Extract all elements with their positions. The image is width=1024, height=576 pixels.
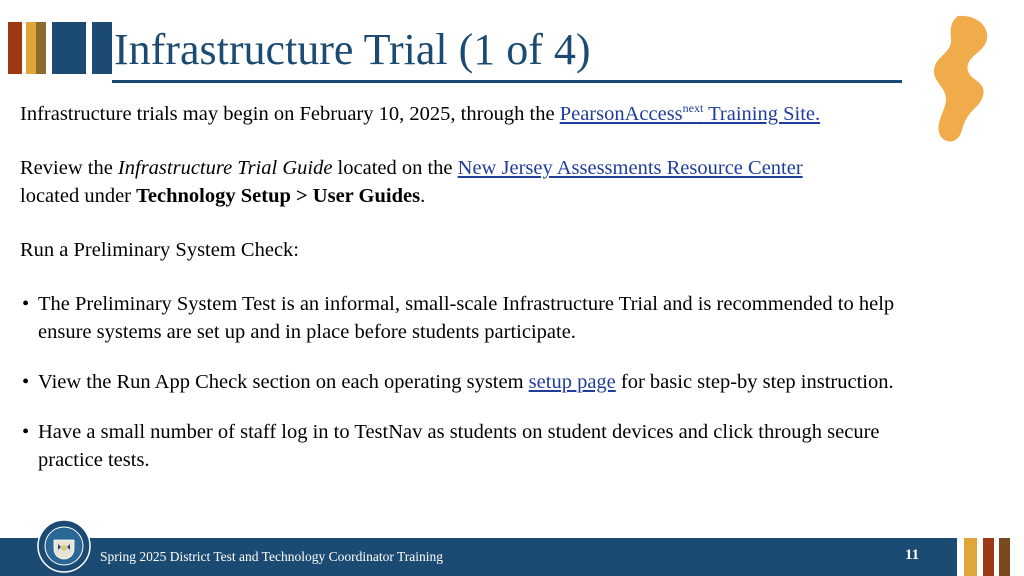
bullet-marker-icon: • (22, 293, 30, 315)
accent-bar-brown (36, 22, 46, 74)
header-accent-bars (8, 22, 112, 74)
para1-text-before: Infrastructure trials may begin on February 10, 2025, through the (20, 103, 560, 125)
spacer-3 (20, 264, 920, 290)
new-jersey-state-outline-icon (920, 14, 998, 144)
pearsonaccess-link-text: PearsonAccess (559, 103, 683, 125)
accent-bar-blue-narrow (92, 22, 112, 74)
footer-bar-orange (983, 538, 994, 576)
slide-footer (0, 538, 1024, 576)
slide-title: Infrastructure Trial (1 of 4) (114, 25, 591, 74)
para2-text-before: Review the (20, 157, 118, 179)
bullet-2-text-before: View the Run App Check section on each operating system (38, 371, 529, 393)
nj-assessments-resource-center-link[interactable]: New Jersey Assessments Resource Center (457, 157, 803, 179)
nj-department-of-education-seal-icon (36, 518, 92, 574)
bullet-marker-icon: • (22, 371, 30, 393)
bullet-1-text: The Preliminary System Test is an informal, small-scale Infrastructure Trial and is recommended to help ensure systems are set up and in place before students participate. (38, 293, 895, 343)
footer-title-text: Spring 2025 District Test and Technology Coordinator Training (100, 549, 443, 564)
paragraph-run-preliminary-system-check: Run a Preliminary System Check: (20, 239, 299, 261)
para2-text-mid: located on the (332, 157, 458, 179)
para2-text-end: . (420, 185, 426, 207)
bullet-2-text-after: for basic step-by step instruction. (615, 371, 894, 393)
bullet-marker-icon: • (22, 421, 30, 443)
footer-bar-brown (999, 538, 1010, 576)
pearsonaccess-training-site-link[interactable] (560, 103, 820, 125)
paragraph-infrastructure-trials (20, 100, 920, 128)
accent-bar-gold (26, 22, 36, 74)
spacer-2 (20, 210, 920, 236)
accent-bar-blue-wide (52, 22, 86, 74)
para2-text-after-break: located under (20, 185, 137, 207)
footer-bar-space-4 (1010, 538, 1024, 576)
pearsonaccess-link-superscript: next (682, 101, 704, 116)
infrastructure-trial-guide-title: Infrastructure Trial Guide (117, 157, 333, 179)
footer-page-number: 11 (905, 547, 920, 563)
accent-bar-orange (8, 22, 22, 74)
paragraph-review-guide (20, 154, 920, 210)
list-item (20, 418, 920, 474)
title-underline-rule (112, 80, 902, 83)
footer-bar-gold (964, 538, 977, 576)
pearsonaccess-link-text-2: Training Site. (703, 103, 821, 125)
slide-body (20, 100, 920, 474)
spacer-1 (20, 128, 920, 154)
footer-accent-bars (957, 538, 1024, 576)
bullet-list (20, 290, 920, 474)
list-item (20, 368, 920, 396)
setup-page-link[interactable]: setup page (528, 371, 616, 393)
footer-bar-space-1 (957, 538, 964, 576)
bullet-3-text: Have a small number of staff log in to TestNav as students on student devices and click through secure practice tests. (38, 421, 880, 471)
technology-setup-user-guides-path: Technology Setup > User Guides (136, 185, 421, 207)
list-item (20, 290, 920, 346)
